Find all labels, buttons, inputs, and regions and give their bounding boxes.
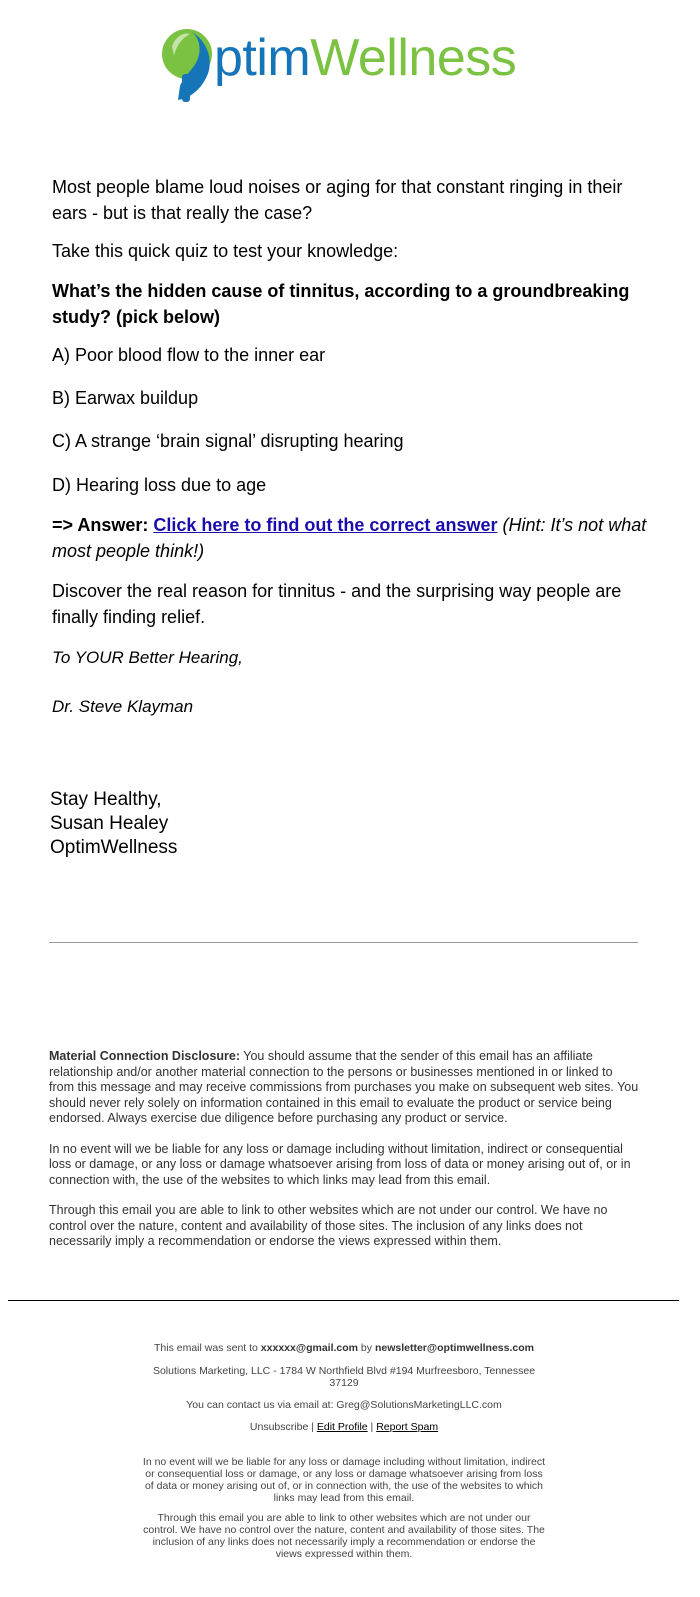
footer-links: Unsubscribe | Edit Profile | Report Spam — [249, 1421, 439, 1433]
footer-divider — [8, 1300, 679, 1301]
disclosure-block — [49, 1049, 639, 1265]
logo-word-wellness: Wellness — [310, 29, 517, 87]
footer-contact: You can contact us via email at: Greg@SolutionsMarketingLLC.com — [186, 1399, 502, 1411]
intro-paragraph: Most people blame loud noises or aging for that constant ringing in their ears - but is that really the case? — [52, 177, 623, 223]
discover-paragraph: Discover the real reason for tinnitus - and the surprising way people are finally finding relief. — [52, 581, 622, 627]
answer-label: => Answer: — [52, 515, 149, 535]
sender-email: newsletter@optimwellness.com — [374, 1342, 534, 1354]
disclosure-paragraph-3: Through this email you are able to link to other websites which are not under our control. We have no control over the nature, content and availability of those sites. The inclusion of any links does not necessarily imply a recommendation or endorse the views expressed within them. — [49, 1203, 608, 1248]
logo-word-ptim: ptim — [214, 29, 311, 87]
footer-sent-line: This email was sent to xxxxxx@gmail.com by newsletter@optimwellness.com — [154, 1342, 534, 1354]
quiz-option-a: A) Poor blood flow to the inner ear — [52, 345, 326, 365]
disclosure-paragraph-2: In no event will we be liable for any loss or damage including without limitation, indirect or consequential loss or damage, or any loss or damage whatsoever arising from loss of data or money arising out of, or in connection with, the use of the websites to which links may lead from this email. — [49, 1141, 631, 1187]
footer-address: Solutions Marketing, LLC - 1784 W Northfield Blvd #194 Murfreesboro, Tennessee 37129 — [152, 1365, 536, 1389]
closing-line: To YOUR Better Hearing, — [52, 648, 243, 667]
signoff-line-3: OptimWellness — [50, 837, 178, 858]
edit-profile-link[interactable]: Edit Profile — [316, 1421, 368, 1433]
answer-link[interactable]: Click here to find out the correct answer — [153, 515, 498, 535]
report-spam-link[interactable]: Report Spam — [376, 1421, 439, 1433]
recipient-email: xxxxxx@gmail.com — [260, 1342, 359, 1354]
quiz-prompt: Take this quick quiz to test your knowledge: — [52, 241, 399, 261]
logo-o-icon — [160, 24, 214, 104]
unsubscribe-link[interactable]: Unsubscribe — [249, 1421, 309, 1433]
signoff-line-1: Stay Healthy, — [50, 789, 162, 810]
quiz-option-c: C) A strange ‘brain signal’ disrupting hearing — [52, 431, 404, 451]
quiz-option-d: D) Hearing loss due to age — [52, 475, 267, 495]
signoff-block — [50, 788, 177, 860]
answer-hint: (Hint: It’s not what most people think!) — [52, 515, 647, 561]
signature: Dr. Steve Klayman — [52, 697, 194, 716]
signoff-line-2: Susan Healey — [50, 813, 169, 834]
quiz-question: What’s the hidden cause of tinnitus, according to a groundbreaking study? (pick below) — [52, 281, 630, 327]
footer-liability: In no event will we be liable for any loss or damage including without limitation, indirect or consequential loss or damage, or any loss or damage whatsoever arising from loss of data or money arising out of, or in connection with, the use of the websites to which links may lead from this email. — [142, 1456, 546, 1504]
quiz-option-b: B) Earwax buildup — [52, 388, 199, 408]
optimwellness-logo[interactable] — [160, 24, 516, 104]
answer-line — [52, 512, 652, 564]
divider — [49, 942, 638, 943]
disclosure-title: Material Connection Disclosure: — [49, 1049, 241, 1063]
logo-wordmark — [214, 28, 516, 88]
footer-external-links: Through this email you are able to link to other websites which are not under our control. We have no control over the nature, content and availability of those sites. The inclusion of any links does not necessarily imply a recommendation or endorse the views expressed within them. — [143, 1512, 545, 1560]
disclosure-paragraph-1: Material Connection Disclosure: You should assume that the sender of this email has an affiliate relationship and/or another material connection to the persons or businesses mentioned in or linked to from this message and may receive commissions from purchases you make on subsequent web sites. You should never rely solely on information contained in this email to evaluate the product or service being endorsed. Always exercise due diligence before purchasing any product or service. — [49, 1049, 639, 1125]
